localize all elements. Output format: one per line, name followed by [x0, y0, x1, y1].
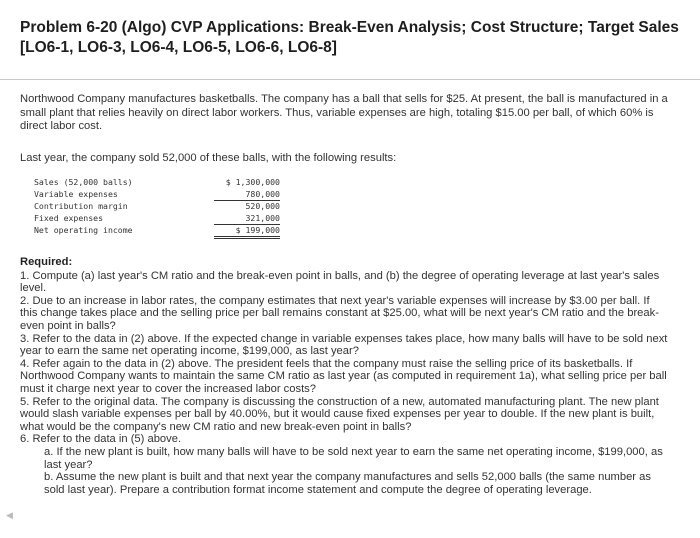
required-heading: Required:	[20, 256, 73, 268]
required-item: 2. Due to an increase in labor rates, the company estimates that next year's variable expenses will increase by $3.00 per ball. If this change takes place and the selling price per ball remains constant at $25.00, what will be next year's CM ratio and the break-even point in balls?	[20, 294, 659, 332]
required-section	[20, 256, 670, 496]
required-item: 5. Refer to the original data. The company is discussing the construction of a new, automated manufacturing plant. The new plant would slash variable expenses per ball by 40.00%, but it would cause fixed expenses per year to double. If the new plant is built, what would be the company's new CM ratio and new break-even point in balls?	[20, 395, 659, 433]
required-sub-item: b. Assume the new plant is built and that next year the company manufactures and sells 52,000 balls (the same number as sold last year). Prepare a contribution format income statement and compute the degree of operating leverage.	[44, 471, 651, 496]
scroll-arrow-icon[interactable]: ◀	[6, 510, 13, 520]
statement-amount: 321,000	[214, 212, 280, 225]
statement-amount: $ 1,300,000	[225, 177, 280, 187]
statement-amount: $ 199,000	[214, 224, 280, 239]
required-item: 6. Refer to the data in (5) above.	[20, 433, 182, 446]
statement-amount: 520,000	[245, 201, 280, 211]
required-sub-item: a. If the new plant is built, how many balls will have to be sold next year to earn the same net operating income, $199,000, as last year?	[44, 445, 663, 471]
divider	[0, 79, 700, 80]
statement-label: Variable expenses	[34, 189, 118, 199]
required-item: 1. Compute (a) last year's CM ratio and the break-even point in balls, and (b) the degree of operating leverage at last year's sales level.	[20, 269, 660, 295]
statement-label: Fixed expenses	[34, 213, 104, 223]
required-item: 3. Refer to the data in (2) above. If the expected change in variable expenses takes place, how many balls will have to be sold next year to earn the same net operating income, $199,000, as last year?	[20, 332, 668, 358]
required-item: 4. Refer again to the data in (2) above. The president feels that the company must raise the selling price of its basketballs. If Northwood Company wants to maintain the same CM ratio as last year (as computed in requirement 1a), what selling price per ball must it charge next year to cover the increased labor costs?	[20, 357, 667, 395]
statement-label: Net operating income	[34, 225, 133, 235]
last-year-text: Last year, the company sold 52,000 of these balls, with the following results:	[20, 152, 397, 164]
statement-label: Contribution margin	[34, 201, 128, 211]
statement-label: Sales (52,000 balls)	[34, 177, 133, 187]
problem-title: Problem 6-20 (Algo) CVP Applications: Break-Even Analysis; Cost Structure; Target Sales [LO6-1, LO6-3, LO6-4, LO6-5, LO6-6, LO6-8]	[20, 19, 679, 56]
statement-amount: 780,000	[214, 188, 280, 201]
problem-intro: Northwood Company manufactures basketballs. The company has a ball that sells for $25. At present, the ball is manufactured in a small plant that relies heavily on direct labor workers. Thus, variable expenses are high, totaling $15.00 per ball, of which 60% is direct labor cost.	[20, 93, 668, 133]
